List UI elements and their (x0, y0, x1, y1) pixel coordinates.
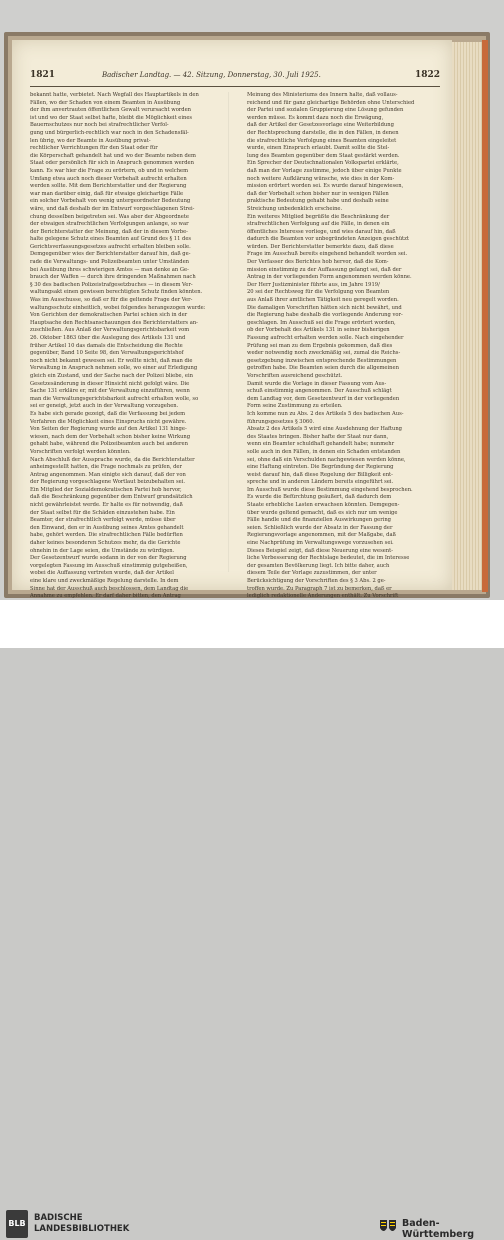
text-line: sei, ohne daß ein Verschulden nachgewiesen werden könne, (247, 456, 406, 463)
text-line: gleich ein Zustand, und der Sache nach der Polizei bliebe, ein (30, 372, 193, 379)
text-line: Ich komme nun zu Abs. 2 des Artikels 5 des badischen Aus- (247, 410, 404, 417)
text-line: ob der Vorbehalt des Artikels 131 in seiner bisherigen (247, 327, 390, 334)
text-line: die strafrechtliche Verfolgung eines Beamten eingeleitet (247, 137, 397, 144)
text-line: der gesamten Bevölkerung liegt. Ich bitte daher, auch (247, 562, 390, 569)
page-viewer (0, 0, 504, 600)
text-line: Fälle handle und die finanziellen Auswirkungen gering (247, 517, 392, 524)
text-line: Vorschriften verfolgt werden könnten. (30, 448, 131, 455)
text-line: man die Verwaltungsgerichtsbarkeit aufrecht erhalten wolle, so (30, 395, 199, 402)
text-line: wiesen, nach dem der Vorbehalt schon bisher keine Wirkung (30, 433, 191, 440)
text-line: führungsgesetzes § 3060. (247, 418, 315, 425)
text-line: sei er geneigt, jetzt auch in der Verwaltung vorzugehen. (30, 403, 179, 410)
text-line: Annahme zu empfehlen. Er darf daher bitten, den Antrag (30, 593, 181, 600)
text-line: diesem Teile der Vorlage zuzustimmen, der unter (247, 570, 377, 577)
text-line: der Rechtsprechung darstelle, die in den Fällen, in denen (247, 129, 399, 136)
text-line: Form seine Zustimmung zu erteilen. (247, 403, 343, 410)
text-line: gesetzgebung inzwischen entsprechende Bestimmungen (247, 357, 397, 364)
text-line: Es wurde die Befürchtung geäußert, daß dadurch dem (247, 494, 392, 501)
text-line: früher Artikel 10 das damals die Entscheidung die Rechte (30, 342, 183, 349)
text-line: Der Verfasser des Berichtes hob hervor, daß die Kom- (247, 259, 389, 266)
text-line: weist darauf hin, daß diese Regelung der Billigkeit ent- (247, 471, 393, 478)
text-line: Im Ausschuß wurde diese Bestimmung eingehend besprochen. (247, 486, 413, 493)
text-line: 26. Oktober 1863 über die Auslegung des Artikels 131 und (30, 335, 186, 341)
text-line: waltungsschutz einheitlich, wobei folgendes herangezogen wurde: (30, 304, 206, 311)
text-line: werden sollte. Mit dem Berichterstatter und der Regierung (30, 183, 187, 190)
text-line: Prüfung sei man zu dem Ergebnis gekommen, daß dies (247, 342, 393, 349)
text-line: über wurde geltend gemacht, daß es sich nur um wenige (247, 509, 398, 516)
text-line: liche Verbesserung der Rechtslage bedeutet, die im Interesse (247, 555, 410, 562)
text-line: waltungsakt einen gewissen berechtigten Schutz finden könnten. (30, 289, 203, 296)
text-line: Von Seiten der Regierung wurde auf den Artikel 131 hinge- (30, 426, 187, 433)
text-line: anheimgestellt hatten, die Frage nochmals zu prüfen, der (30, 464, 182, 471)
text-line: eine Nachprüfung im Verwaltungswege vorzusehen sei. (247, 540, 394, 547)
page-header (30, 70, 440, 84)
text-line: Absatz 2 des Artikels 5 wird eine Ausdehnung der Haftung (247, 426, 402, 433)
state-name[interactable]: Baden-Württemberg (402, 1218, 475, 1240)
text-line: wurde, einen Einspruch erlaubt. Damit sollte die Stel- (247, 145, 390, 152)
text-line: der etwaigen strafrechtlichen Verfolgungen anlange, so war (30, 221, 189, 228)
text-line: ohnehin in der Lage seien, die Umstände zu würdigen. (30, 547, 175, 554)
text-line: getroffen habe. Die Beamten seien durch die allgemeinen (247, 365, 399, 372)
column-gutter (228, 92, 229, 572)
right-page-number: 1822 (414, 70, 440, 80)
text-line: Bauernschutzes nur noch bei strafrechtlicher Verfol- (30, 122, 169, 129)
running-head: Badischer Landtag. — 42. Sitzung, Donnerstag, 30. Juli 1925. (102, 71, 321, 79)
text-line: Fassung aufrecht erhalten werden solle. Nach eingehender (247, 335, 404, 341)
text-line: Was im Ausschusse, so daß er für die geltende Frage der Ver- (30, 297, 193, 304)
library-name-line2: LANDESBIBLIOTHEK (34, 1224, 130, 1234)
text-line: Demgegenüber wies der Berichterstatter darauf hin, daß ge- (30, 251, 191, 258)
text-line: reichend und für ganz gleichartige Behörden ohne Unterschied (247, 99, 415, 106)
text-line: brauch der Waffen — durch ihre dringenden Maßnahmen nach (30, 274, 196, 281)
text-line: die Regierung habe deshalb die vorliegende Änderung vor- (247, 312, 403, 319)
text-line: rechtlicher Verrichtungen für den Staat oder für (30, 145, 158, 152)
text-line: aus Anlaß ihrer amtlichen Tätigkeit neu geregelt worden. (247, 297, 399, 304)
text-line: dem Landtag vor, dem Gesetzentwurf in der vorliegenden (247, 395, 400, 402)
text-line: Beamter, der strafrechtlich verfolgt werde, müsse über (30, 517, 176, 524)
text-line: Ein Sprecher der Deutschnationalen Volkspartei erklärte, (247, 160, 399, 167)
text-line: mission erörtert worden sei. Es wurde darauf hingewiesen, (247, 183, 404, 190)
text-line: der Staat selbst für die Schäden einzustehen habe. Ein (30, 509, 175, 516)
text-line: wäre, und daß deshalb der im Entwurf vorgeschlagenen Strei- (30, 205, 195, 212)
text-line: schuß einstimmig angenommen. Der Ausschuß schlägt (247, 388, 392, 395)
text-line: § 30 des badischen Polizeistrafgesetzbuches — in diesem Ver- (30, 281, 193, 288)
text-line: gegenüber, Band 10 Seite 98, den Verwaltungsgerichtshof (30, 350, 184, 357)
text-line: des Staates bringen. Bisher hafte der Staat nur dann, (247, 433, 389, 440)
text-line: der Berichterstatter der Meinung, daß der in diesem Vorbe- (30, 228, 188, 235)
text-line: lung des Beamten gegenüber dem Staat gestärkt werden. (247, 152, 400, 159)
text-line: Hauptsache den Rechtsanschauungen des Berichterstatters an- (30, 319, 198, 326)
text-line: Regierungsvorlage angenommen, mit der Maßgabe, daß (247, 532, 397, 539)
left-page-number: 1821 (30, 70, 56, 80)
text-line: ist und wo der Staat selbst hafte, bleibt die Möglichkeit eines (30, 114, 193, 121)
left-column (30, 92, 220, 616)
right-column (247, 92, 437, 616)
text-line: Antrag in der vorliegenden Form angenommen werden könne. (247, 274, 412, 281)
text-line: Der Herr Justizminister führte aus, im Jahre 1919/ (247, 281, 380, 288)
text-line: Von Gerichten der demokratischen Partei schien sich in der (30, 312, 188, 319)
text-line: der Partei und sozialen Gruppierung eine Lösung gefunden (247, 107, 404, 114)
text-line: Vorschriften ausreichend geschützt. (247, 372, 343, 379)
text-line: nicht gewährleistet werde. Er halte es für notwendig, daß (30, 502, 183, 509)
text-line: bei Ausübung ihres schwierigen Amtes — man denke an Ge- (30, 266, 189, 273)
text-line: Ein Mitglied der Sozialdemokratischen Partei hob hervor, (30, 486, 182, 493)
text-line: daß die Beschränkung gegenüber dem Entwurf grundsätzlich (30, 494, 193, 501)
state-coat-of-arms-icon (378, 1218, 398, 1236)
text-line: wenn ein Beamter schuldhaft gehandelt habe; nunmehr (247, 441, 395, 448)
text-line: lediglich redaktionelle Änderungen enthält. Zu Vorschrift (247, 593, 399, 600)
text-line: Meinung des Ministeriums des Innern halte, daß vollaus- (247, 92, 398, 98)
text-line: geschlagen. Im Ausschuß sei die Frage erörtert worden, (247, 319, 396, 326)
text-line: noch nicht bekannt gewesen sei. Er wollte nicht, daß man die (30, 357, 193, 364)
text-line: wobei die Auffassung vertreten wurde, daß der Artikel (30, 570, 174, 577)
text-line: dadurch die Beamten vor unbegründeten Anzeigen geschützt (247, 236, 409, 243)
text-line: Dieses Beispiel zeigt, daß diese Neuerung eine wesent- (247, 547, 393, 554)
text-line: Umfang etwa auch noch dieser Vorbehalt aufrecht erhalten (30, 175, 187, 182)
text-line: den Einwand, den er in Ausübung seines Amtes gehandelt (30, 524, 184, 531)
text-line: Damit wurde die Vorlage in dieser Fassung vom Aus- (247, 380, 387, 387)
text-line: kann. Es war hier die Frage zu erörtern, ob und in welchem (30, 167, 189, 174)
text-line: Gesetzesänderung in dieser Hinsicht nicht gefolgt wäre. Die (30, 380, 190, 387)
text-line: Der Gesetzentwurf wurde sodann in der von der Regierung (30, 555, 187, 562)
text-line: Es habe sich gerade gezeigt, daß die Verfassung bei jedem (30, 410, 186, 417)
text-line: noch weitere Aufklärung wünsche, wie dies in der Kom- (247, 175, 395, 182)
text-line: Gerichtsverfassungsgesetzes aufrecht erhalten bleiben solle. (30, 243, 191, 250)
text-line: eine Haftung eintreten. Die Begründung der Regierung (247, 464, 394, 471)
text-line: daß der Vorbehalt schon bisher nur in wenigen Fällen (247, 190, 389, 197)
text-line: strafrechtlichen Verfolgung auf die Fälle, in denen ein (247, 221, 390, 228)
text-line: Staate erhebliche Lasten erwachsen könnten. Demgegen- (247, 502, 400, 509)
text-line: rade die Verwaltungs- und Polizeibeamten unter Umständen (30, 259, 190, 266)
text-line: der ihm anvertrauten öffentlichen Gewalt verursacht worden (30, 107, 192, 114)
text-line: solle auch in den Fällen, in denen ein Schaden entstanden (247, 448, 401, 455)
text-line: chung desselben beigetreten sei. Was aber der Abgeordnete (30, 213, 189, 220)
text-line: bekannt hatte, verbietet. Nach Wegfall des Hauptartikels in den (30, 92, 199, 98)
text-line: halte gelegene Schutz eines Beamten auf Grund des § 11 des (30, 236, 192, 243)
footer-bar (0, 600, 504, 1240)
text-line: Nach Abschluß der Aussprache wurde, da die Berichterstatter (30, 456, 195, 463)
text-line: Sache 131 erkläre er, mit der Verwaltung einzuführen, wenn (30, 388, 190, 395)
text-line: gung und bürgerlich-rechtlich war noch in den Schadensfäl- (30, 129, 189, 136)
text-line: eine klare und zweckmäßige Regelung darstelle. In dem (30, 578, 179, 584)
text-line: Die damaligen Vorschriften hätten sich nicht bewährt, und (247, 304, 402, 311)
text-line: vorgelegten Fassung im Ausschuß einstimmig gutgeheißen, (30, 562, 188, 569)
text-line: ein solcher Vorbehalt von wenig untergeordneter Bedeutung (30, 198, 191, 205)
text-line: werden müsse. Es kommt dazu noch die Erwägung, (247, 114, 384, 121)
text-line: die Körperschaft gehandelt hat und wo der Beamte neben dem (30, 152, 196, 159)
text-line: praktische Bedeutung gehabt habe und deshalb seine (247, 198, 389, 205)
text-line: Sinne hat der Ausschuß auch beschlossen, dem Landtag die (30, 585, 189, 592)
text-line: Verwaltung in Anspruch nehmen solle, wo einer auf Erledigung (30, 365, 198, 372)
page-stack-edge (452, 42, 482, 590)
text-line: weder notwendig noch zweckmäßig sei, zumal die Reichs- (247, 350, 401, 357)
header-rule (30, 86, 440, 87)
text-line: Berücksichtigung der Vorschriften des § 3 Abs. 2 ge- (247, 578, 386, 584)
text-line: daß der Artikel der Gesetzesvorlage eine Weiterbildung (247, 122, 394, 129)
text-line: Verfahren die Möglichkeit eines Einspruchs nicht gewähre. (30, 418, 187, 425)
text-line: Staat oder persönlich für sich in Anspruch genommen werden (30, 160, 194, 167)
text-line: 20 sei der Rechtsweg für die Verfolgung von Beamten (247, 289, 390, 296)
text-line: len übrig, wo der Beamte in Ausübung privat- (30, 137, 151, 144)
blb-logo[interactable]: BLB (6, 1210, 28, 1238)
text-line: habe, gehört werden. Die strafrechtlichen Fälle bedürften (30, 532, 183, 539)
text-line: mission einstimmig zu der Auffassung gelangt sei, daß der (247, 266, 402, 273)
library-name[interactable] (34, 1213, 129, 1235)
text-line: der Regierung vorgeschlagene Wortlaut beizubehalten sei. (30, 479, 185, 486)
text-line: öffentliches Interesse vorliege, und wies darauf hin, daß (247, 228, 396, 235)
text-line: spreche und in anderen Ländern bereits eingeführt sei. (247, 479, 394, 486)
text-line: würden. Der Berichterstatter bemerkte dazu, daß diese (247, 243, 394, 250)
text-line: war man darüber einig, daß für etwaige gleichartige Fälle (30, 190, 184, 197)
text-line: zuschließen. Aus Anlaß der Verwaltungsgerichtsbarkeit vom (30, 327, 190, 334)
text-line: Ein weiteres Mitglied begrüßte die Beschränkung der (247, 213, 390, 220)
text-line: troffen wurde. Zu Paragraph 7 ist zu bemerken, daß er (247, 585, 392, 592)
text-line: Streichung unbedenklich erscheine. (247, 205, 343, 212)
text-line: daß man der Vorlage zustimme, jedoch über einige Punkte (247, 167, 402, 174)
text-line: Frage im Ausschuß bereits eingehend behandelt worden sei. (247, 251, 408, 258)
library-name-line1: BADISCHE (34, 1213, 83, 1223)
text-line: Fällen, wo der Schaden von einem Beamten in Ausübung (30, 99, 181, 106)
text-line: Antrag angenommen. Man einigte sich darauf, daß der von (30, 471, 186, 478)
text-line: daher keines besonderen Schutzes mehr, da die Gerichte (30, 540, 181, 547)
text-line: seien. Schließlich wurde der Absatz in der Fassung der (247, 524, 393, 531)
text-line: gehabt habe, während die Polizeibeamten auch bei anderen (30, 441, 188, 448)
bookmark-strip (482, 40, 488, 592)
